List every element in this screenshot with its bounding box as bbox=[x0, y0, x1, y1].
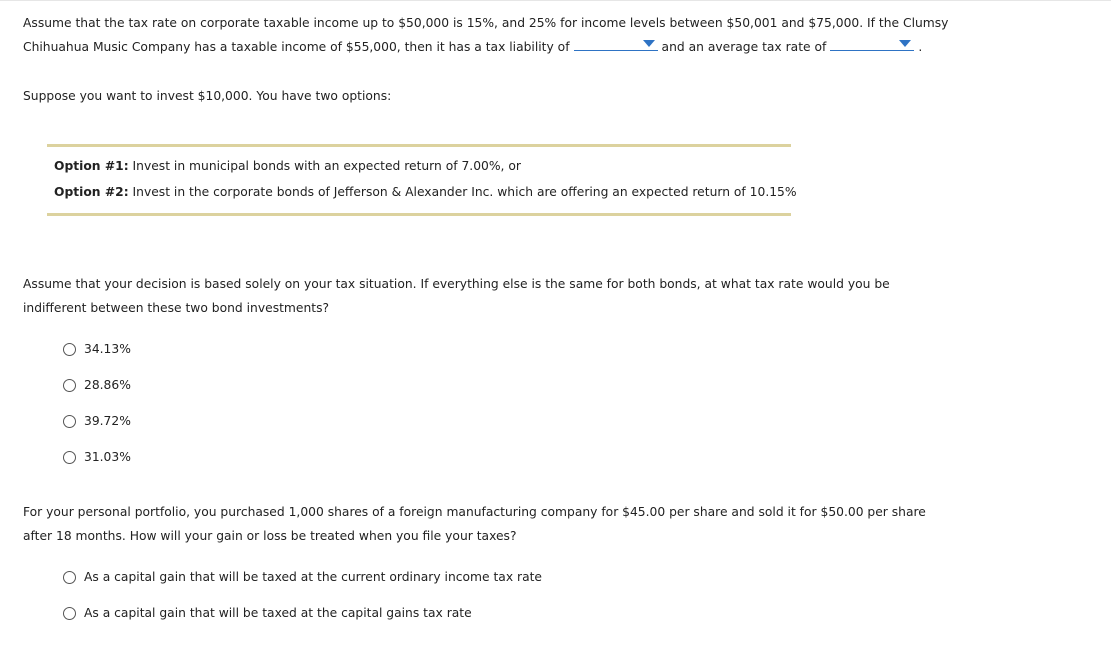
radio-button-icon[interactable] bbox=[63, 607, 76, 620]
tax-liability-dropdown[interactable] bbox=[574, 36, 658, 51]
option-1-label: Option #1: bbox=[54, 159, 129, 173]
q1-line1: Assume that the tax rate on corporate taxable income up to $50,000 is 15%, and 25% for income levels between $50,001 and $75,000. If the Clumsy bbox=[23, 16, 949, 30]
q1-line2-middle-text: and an average tax rate of bbox=[661, 40, 827, 54]
q2-line1: Assume that your decision is based solely on your tax situation. If everything else is the same for both bonds, at what tax rate would you be bbox=[23, 277, 890, 291]
q3-line1: For your personal portfolio, you purchased 1,000 shares of a foreign manufacturing company for $45.00 per share and sold it for $50.00 per share bbox=[23, 505, 926, 519]
q2-choice-1-label: 34.13% bbox=[84, 342, 131, 356]
option-1 bbox=[54, 156, 521, 176]
q2-choice-2-label: 28.86% bbox=[84, 378, 131, 392]
q1-line2-period: . bbox=[918, 40, 923, 54]
invest-intro: Suppose you want to invest $10,000. You have two options: bbox=[23, 89, 392, 103]
option-2 bbox=[54, 182, 797, 202]
q3-line2: after 18 months. How will your gain or loss be treated when you file your taxes? bbox=[23, 529, 517, 543]
radio-button-icon[interactable] bbox=[63, 379, 76, 392]
radio-button-icon[interactable] bbox=[63, 451, 76, 464]
option-2-label: Option #2: bbox=[54, 185, 129, 199]
top-divider bbox=[0, 0, 1111, 1]
q1-line2 bbox=[23, 35, 922, 59]
option-2-text: Invest in the corporate bonds of Jefferson & Alexander Inc. which are offering an expected return of 10.15% bbox=[128, 185, 797, 199]
q1-line2-text: Chihuahua Music Company has a taxable income of $55,000, then it has a tax liability of bbox=[23, 40, 570, 54]
caret-down-icon bbox=[899, 40, 911, 47]
q3-choice-1-label: As a capital gain that will be taxed at the current ordinary income tax rate bbox=[84, 570, 542, 584]
radio-button-icon[interactable] bbox=[63, 415, 76, 428]
q2-choice-4-label: 31.03% bbox=[84, 450, 131, 464]
q2-line2: indifferent between these two bond investments? bbox=[23, 301, 330, 315]
q2-choice-3-label: 39.72% bbox=[84, 414, 131, 428]
investment-options-box bbox=[47, 144, 797, 216]
option-1-text: Invest in municipal bonds with an expected return of 7.00%, or bbox=[128, 159, 521, 173]
q3-choice-2-label: As a capital gain that will be taxed at the capital gains tax rate bbox=[84, 606, 472, 620]
caret-down-icon bbox=[643, 40, 655, 47]
average-tax-rate-dropdown[interactable] bbox=[830, 36, 914, 51]
radio-button-icon[interactable] bbox=[63, 343, 76, 356]
radio-button-icon[interactable] bbox=[63, 571, 76, 584]
